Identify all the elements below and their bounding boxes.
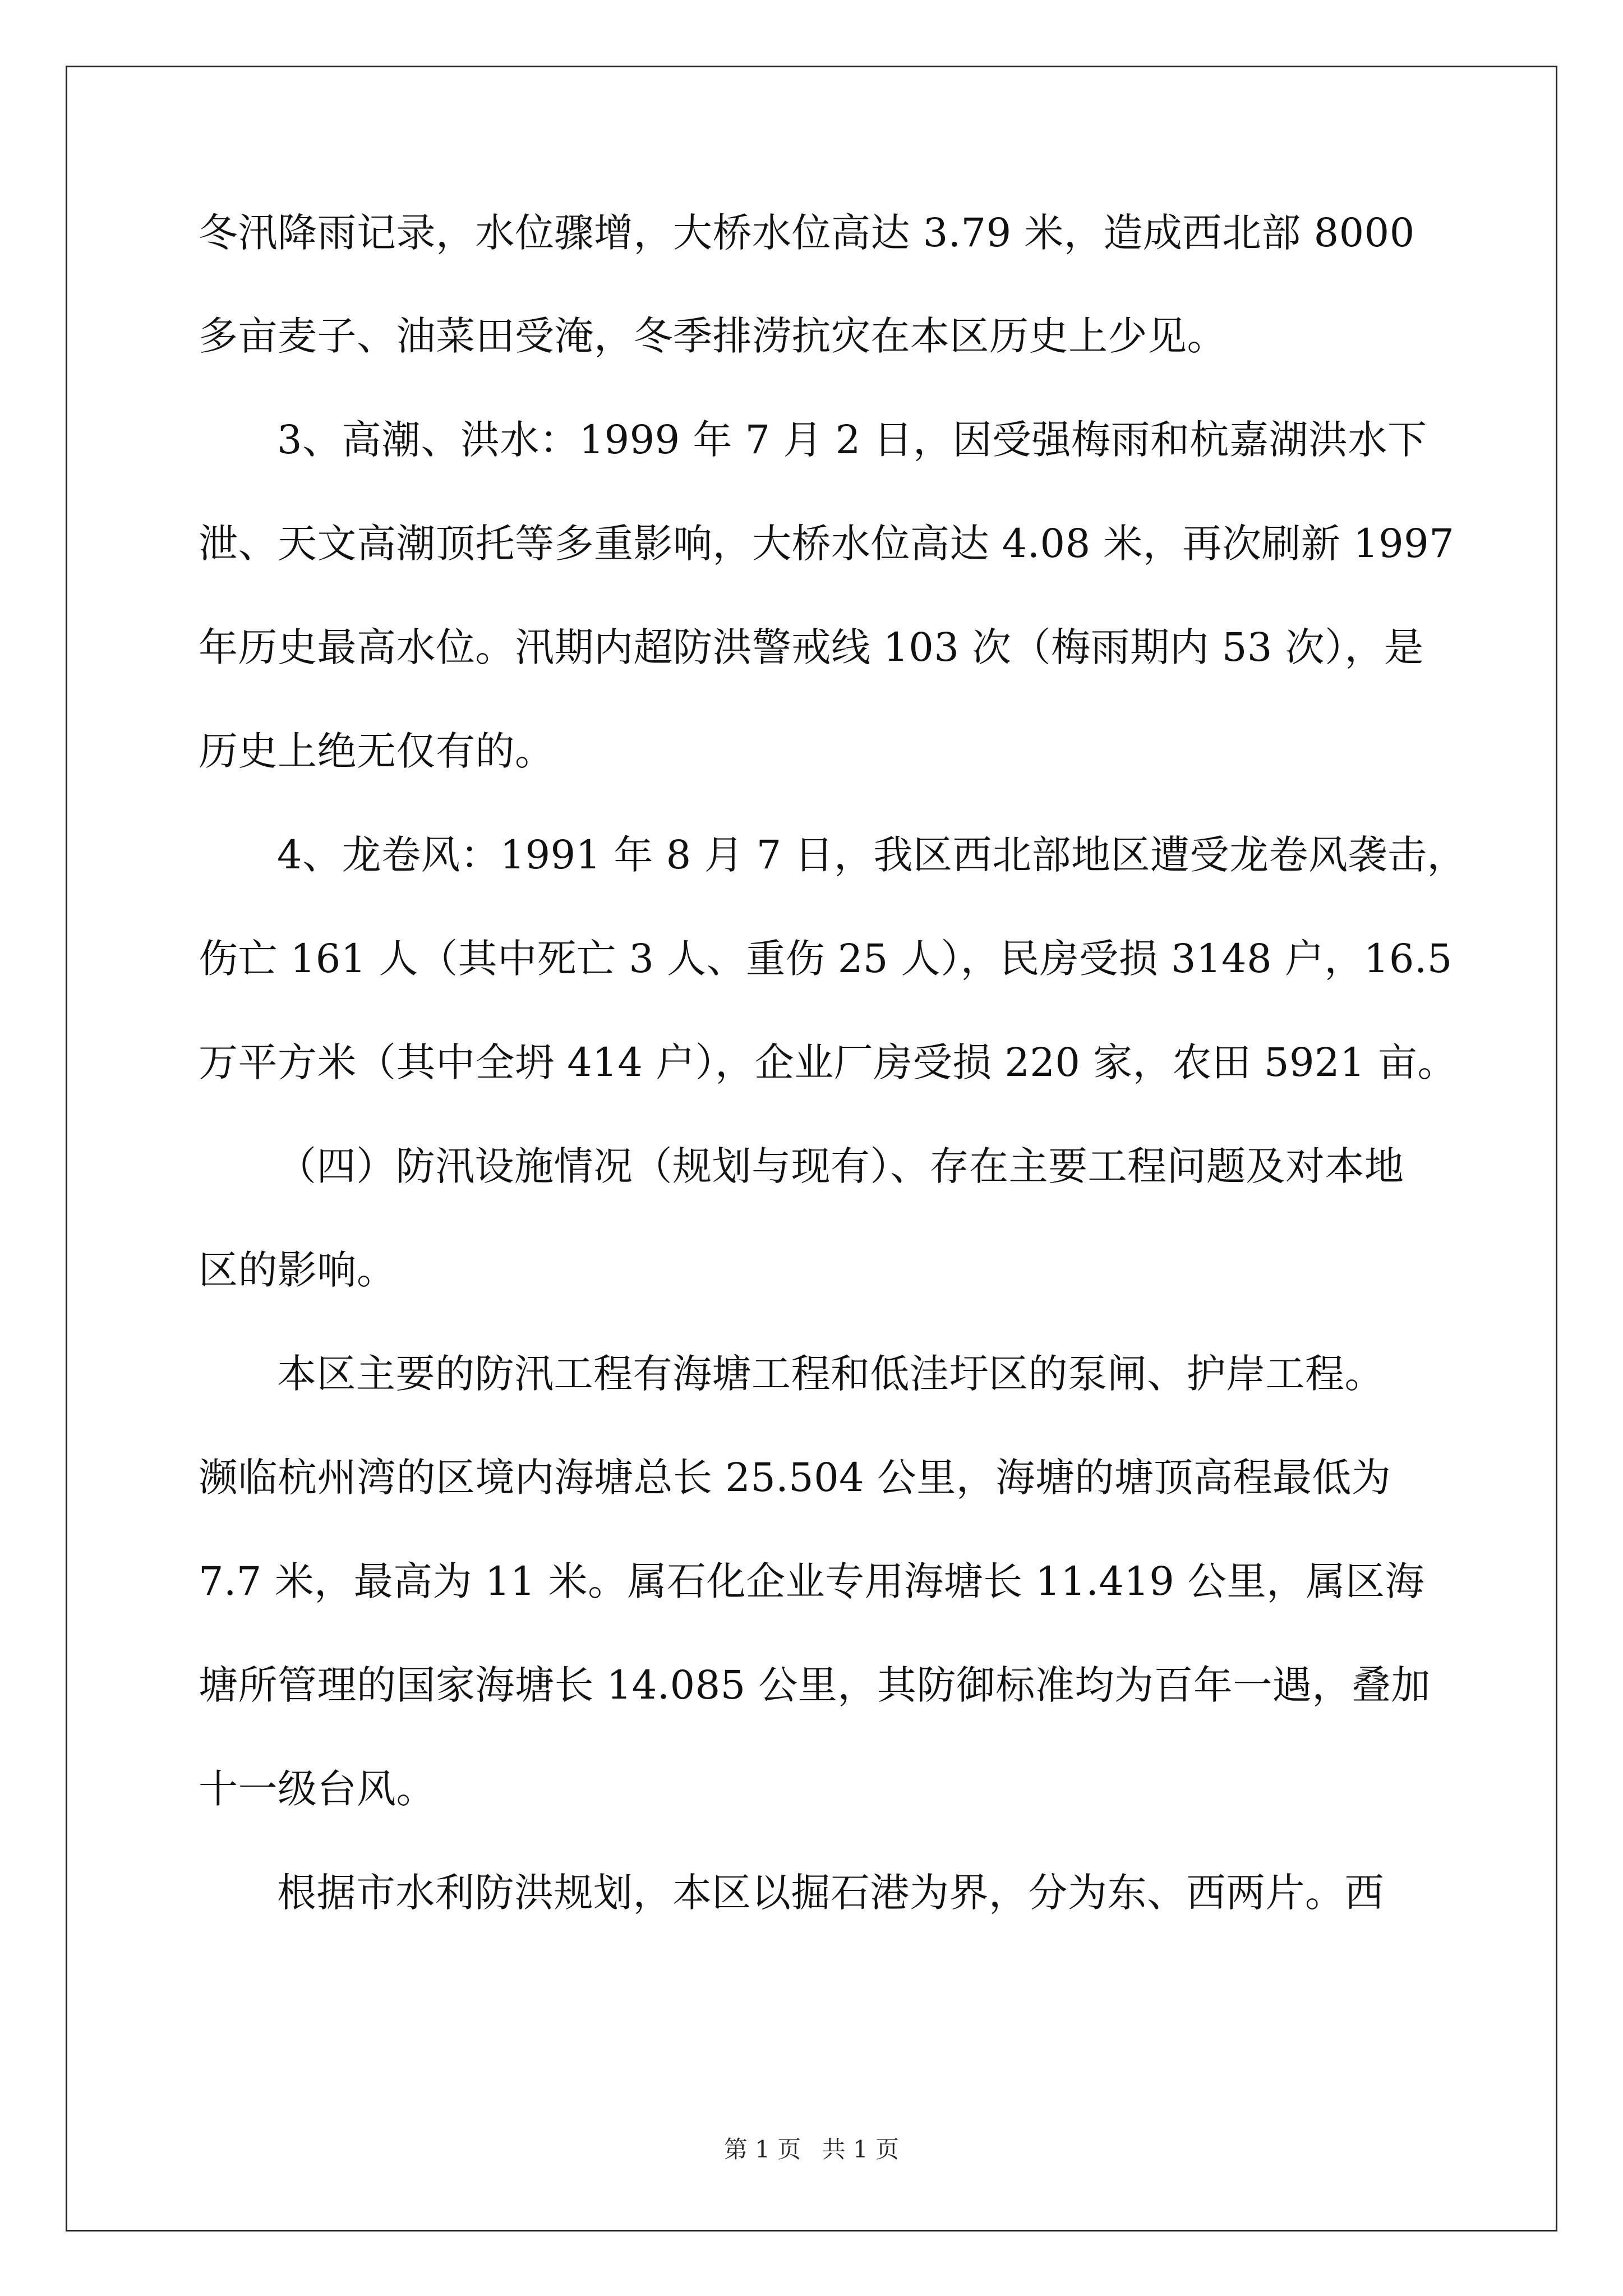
text-line: 本区主要的防汛工程有海塘工程和低洼圩区的泵闸、护岸工程。 <box>277 1351 1384 1397</box>
text-line: 年历史最高水位。汛期内超防洪警戒线 103 次（梅雨期内 53 次），是 <box>199 624 1424 670</box>
text-line: 根据市水利防洪规划，本区以掘石港为界，分为东、西两片。西 <box>277 1870 1384 1916</box>
text-line: 4、龙卷风：1991 年 8 月 7 日，我区西北部地区遭受龙卷风袭击， <box>277 832 1467 878</box>
text-line: 历史上绝无仅有的。 <box>199 728 555 774</box>
text-line: 冬汛降雨记录，水位骤增，大桥水位高达 3.79 米，造成西北部 8000 <box>199 210 1415 256</box>
text-line: 十一级台风。 <box>199 1766 436 1812</box>
text-line: 7.7 米，最高为 11 米。属石化企业专用海塘长 11.419 公里，属区海 <box>199 1558 1425 1604</box>
page-number: 第 1 页 <box>723 2136 801 2163</box>
text-line: 泄、天文高潮顶托等多重影响，大桥水位高达 4.08 米，再次刷新 1997 <box>199 521 1455 567</box>
text-line: 3、高潮、洪水：1999 年 7 月 2 日，因受强梅雨和杭嘉湖洪水下 <box>277 417 1427 463</box>
text-line: 万平方米（其中全坍 414 户），企业厂房受损 220 家，农田 5921 亩。 <box>199 1039 1457 1085</box>
text-line: 濒临杭州湾的区境内海塘总长 25.504 公里，海塘的塘顶高程最低为 <box>199 1455 1391 1501</box>
section-heading: （四）防汛设施情况（规划与现有）、存在主要工程问题及对本地 <box>277 1143 1404 1189</box>
text-line: 多亩麦子、油菜田受淹，冬季排涝抗灾在本区历史上少见。 <box>199 313 1227 359</box>
page-total: 共 1 页 <box>822 2136 900 2163</box>
text-line: 塘所管理的国家海塘长 14.085 公里，其防御标准均为百年一遇，叠加 <box>199 1662 1431 1708</box>
text-line: 伤亡 161 人（其中死亡 3 人、重伤 25 人），民房受损 3148 户，16.5 <box>199 936 1453 982</box>
page-footer <box>0 2135 1623 2164</box>
section-heading: 区的影响。 <box>199 1247 396 1293</box>
